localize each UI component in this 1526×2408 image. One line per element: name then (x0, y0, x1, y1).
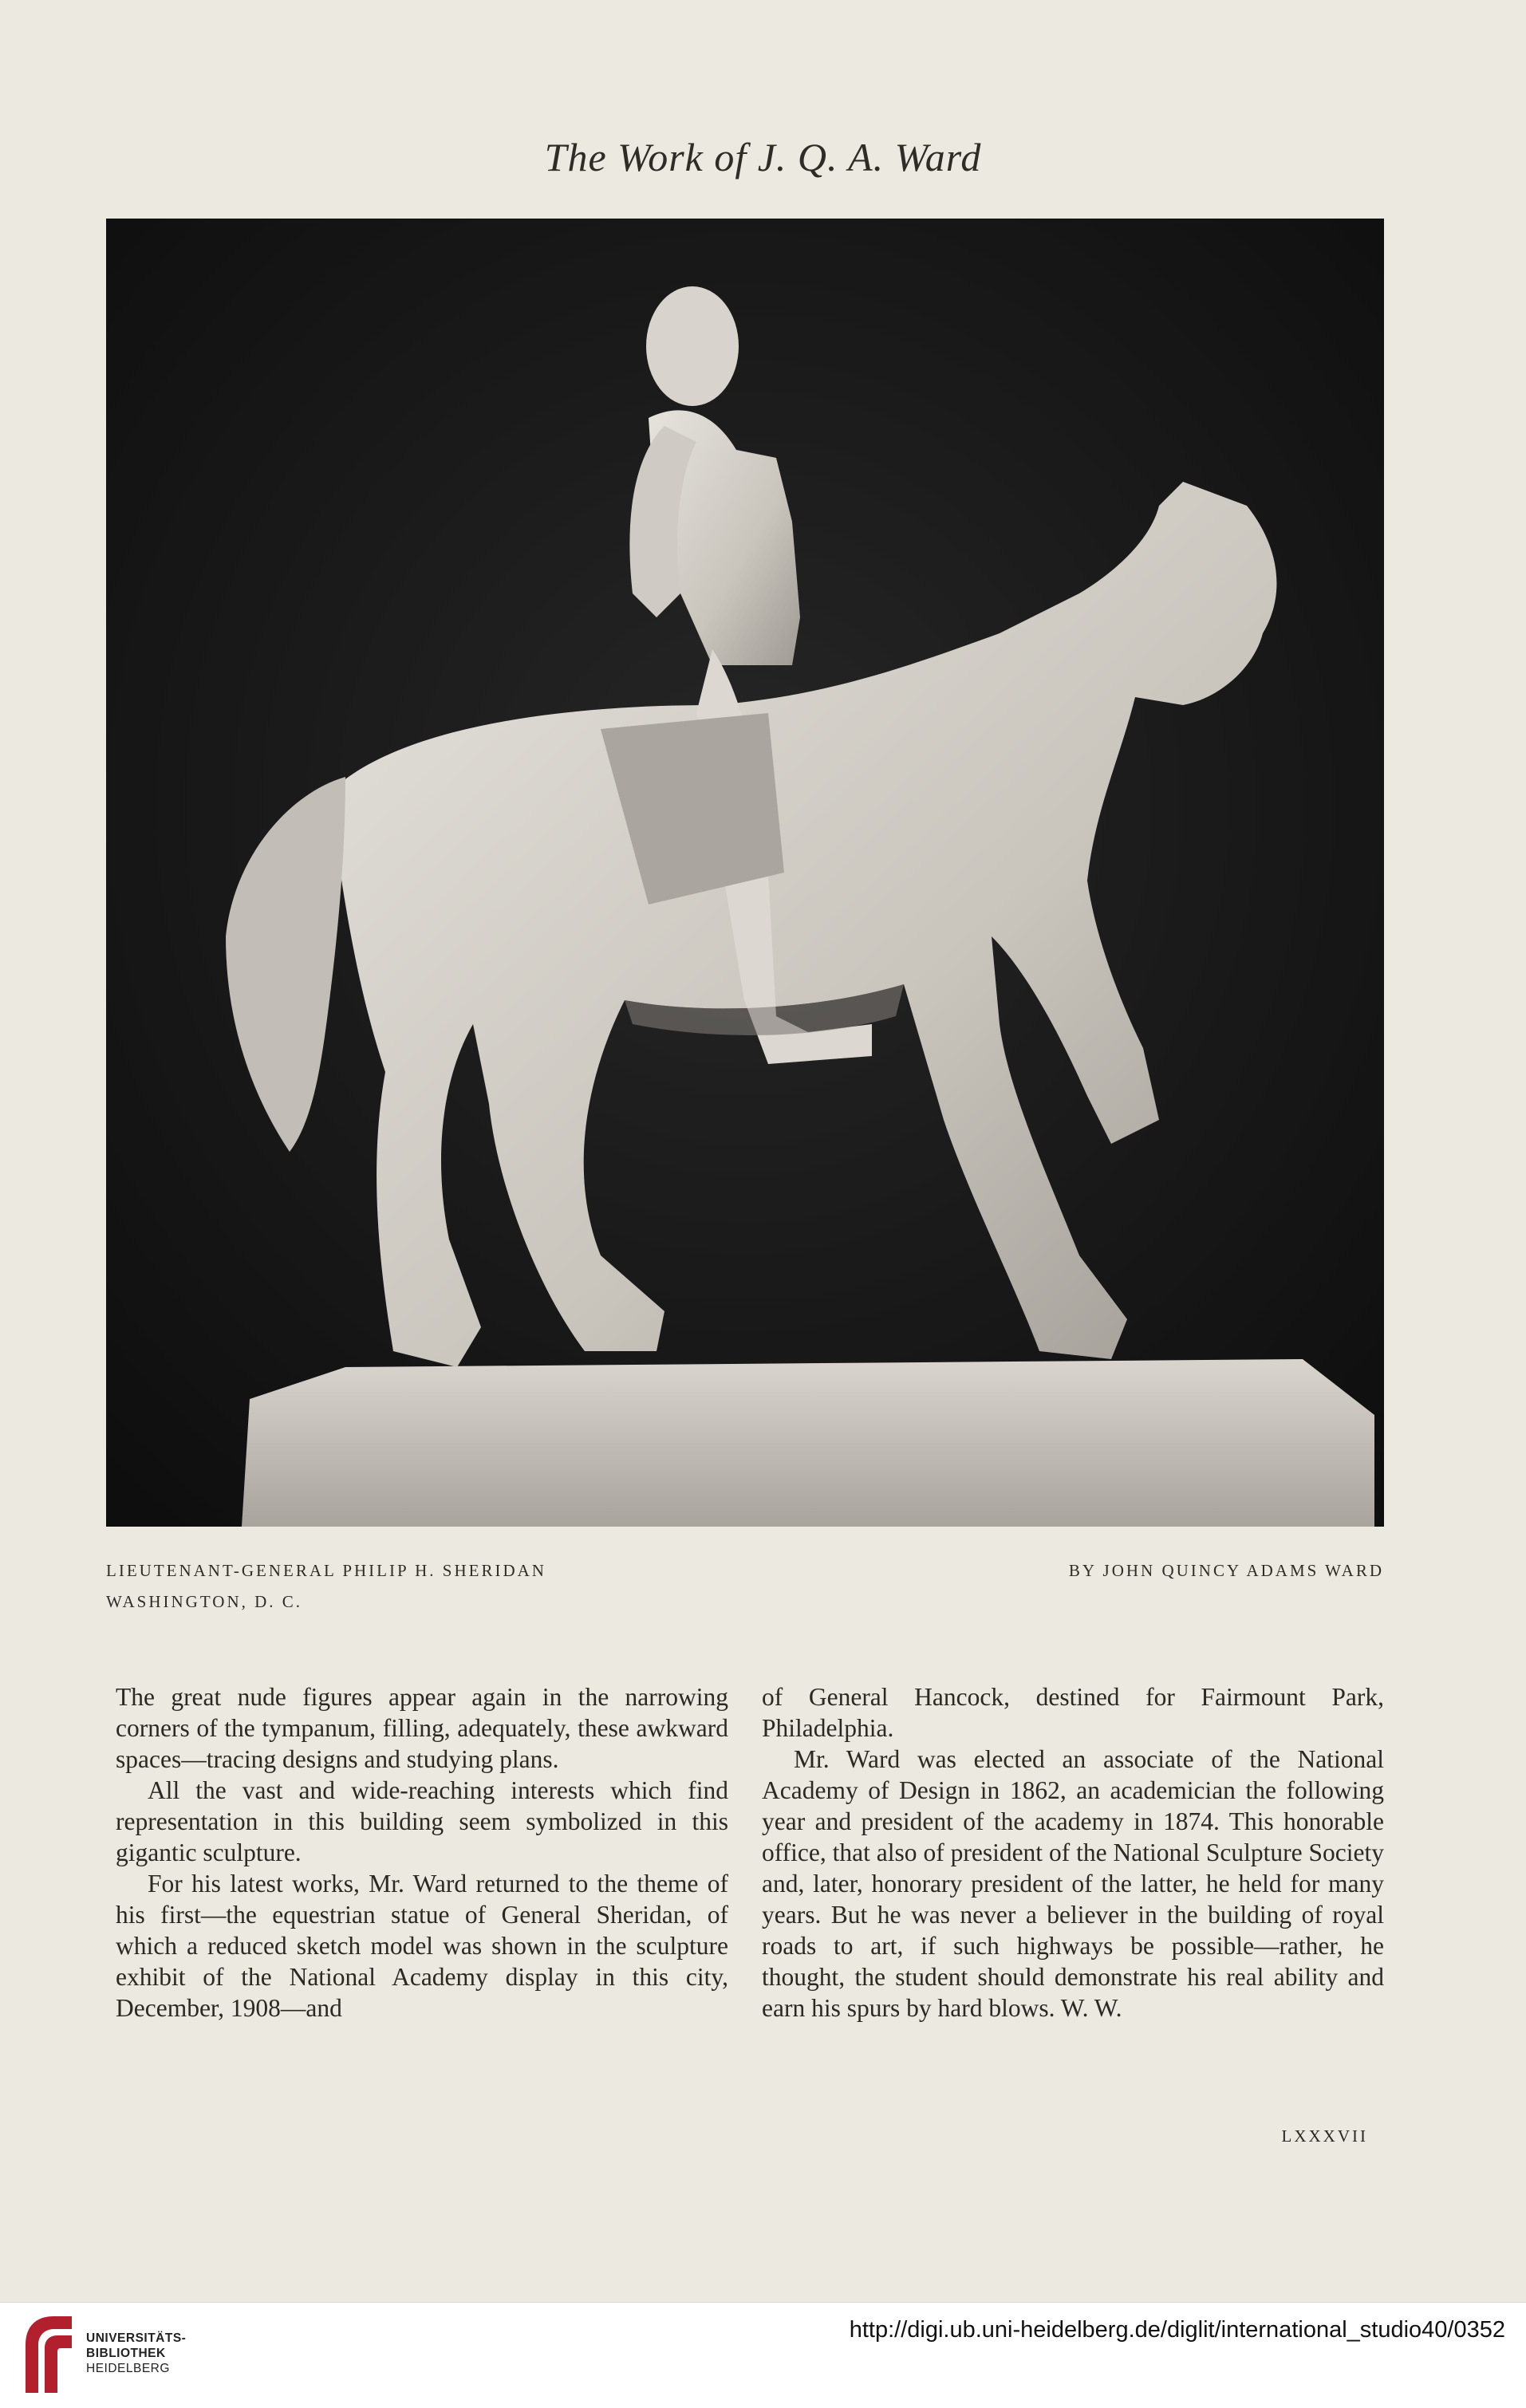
library-name-line: UNIVERSITÄTS- (86, 2331, 187, 2345)
library-name-line: BIBLIOTHEK (86, 2347, 166, 2360)
paragraph: For his latest works, Mr. Ward returned to the theme of his first—the equestrian statue of General Sheridan, of which a reduced sketch model was shown in the sculpture exhibit of the National Academy display in this city, December, 1908—and (116, 1870, 728, 2022)
paragraph-text: Mr. Ward was elected an associate of the National Academy of Design in 1862, an academician the following year and president of the academy in 1874. This honorable office, that also of president of the National Sculpture Society and, later, honorary president of the latter, he held for many years. But he was never a believer in the building of royal roads to art, if such highways be possible—rather, he thought, the student should demonstrate his real ability and earn his spurs by hard blows. (762, 1745, 1384, 2022)
library-logo-icon (18, 2313, 75, 2394)
paragraph: of General Hancock, destined for Fairmount Park, Philadelphia. (762, 1683, 1384, 1742)
caption-location: WASHINGTON, D. C. (106, 1592, 303, 1611)
body-column-right (762, 1681, 1384, 2024)
paragraph (762, 1744, 1384, 2024)
sculpture-photograph (106, 219, 1384, 1527)
equestrian-statue-image (106, 219, 1384, 1527)
body-column-left (116, 1681, 728, 2024)
caption-credit: BY JOHN QUINCY ADAMS WARD (1068, 1561, 1384, 1580)
running-head: The Work of J. Q. A. Ward (544, 135, 982, 179)
author-signature: W. W. (1060, 1994, 1122, 2022)
paragraph: The great nude figures appear again in the narrowing corners of the tympanum, filling, adequately, these awkward spaces—tracing designs and studying plans. (116, 1683, 728, 1773)
library-name (86, 2331, 186, 2376)
page-number: LXXXVII (1281, 2126, 1368, 2146)
permalink-url[interactable]: http://digi.ub.uni-heidelberg.de/diglit/international_studio40/0352 (849, 2317, 1505, 2343)
caption-title: LIEUTENANT-GENERAL PHILIP H. SHERIDAN (106, 1561, 546, 1580)
library-name-line: HEIDELBERG (86, 2362, 170, 2375)
paragraph: All the vast and wide-reaching interests which find representation in this building seem symbolized in this gigantic sculpture. (116, 1776, 728, 1866)
